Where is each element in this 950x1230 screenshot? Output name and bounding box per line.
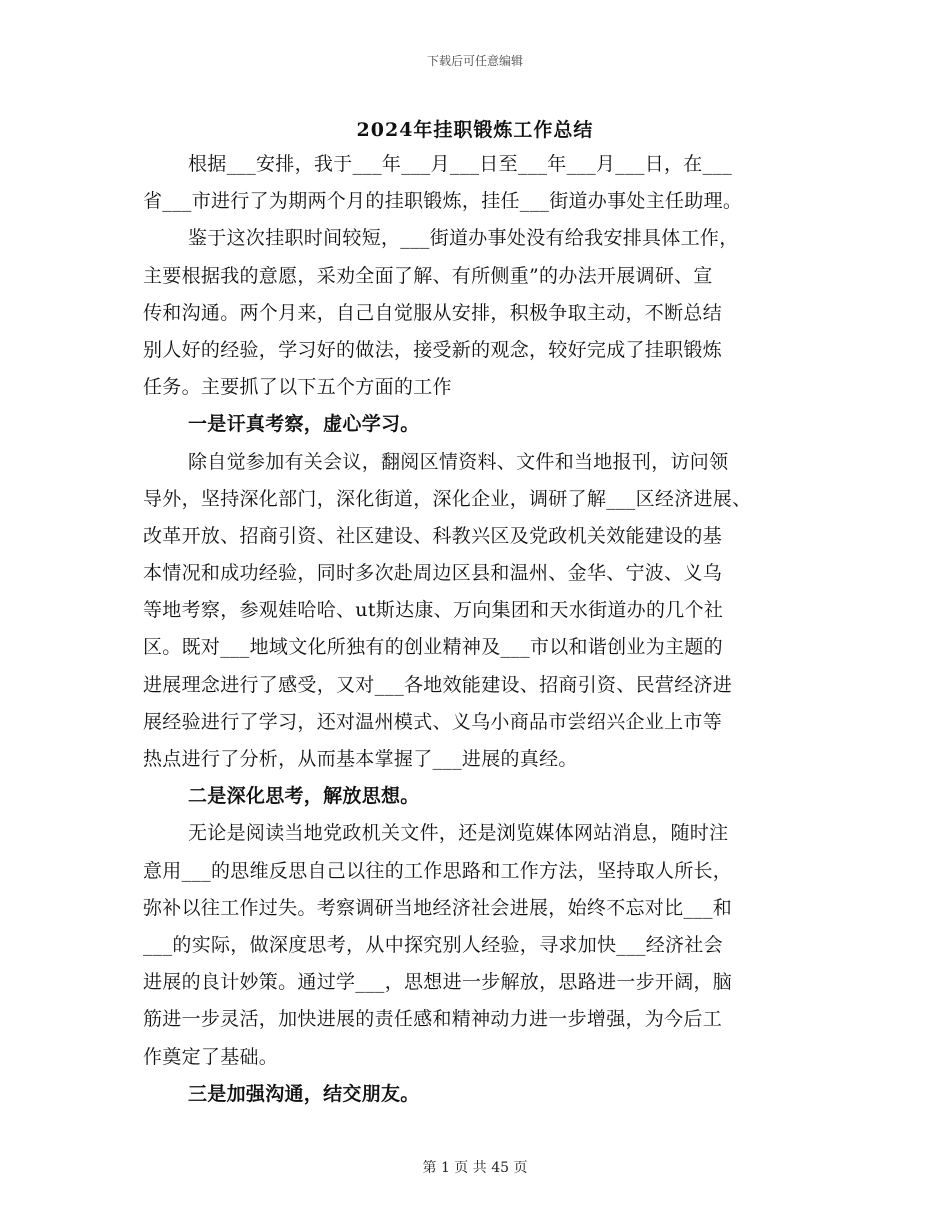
text-line: 本情况和成功经验，同时多次赴周边区县和温州、金华、宁波、义乌 <box>143 562 723 585</box>
document-body <box>143 146 815 1113</box>
text-line: 改革开放、招商引资、社区建设、科教兴区及党政机关效能建设的基 <box>143 524 723 547</box>
text-line: 作奠定了基础。 <box>143 1045 279 1068</box>
text-line: 省___市进行了为期两个月的挂职锻炼，挂任___街道办事处主任助理。 <box>143 190 743 213</box>
text-line: 区。既对___地域文化所独有的创业精神及___市以和谐创业为主题的 <box>143 636 723 659</box>
text-line: 进展的良计妙策。通过学___，思想进一步解放，思路进一步开阔，脑 <box>143 971 733 994</box>
text-line: 热点进行了分析，从而基本掌握了___进展的真经。 <box>143 748 578 770</box>
text-line: 筋进一步灵活，加快进展的责任感和精神动力进一步增强，为今后工 <box>143 1008 723 1031</box>
text-line: ___的实际，做深度思考，从中探究别人经验，寻求加快___经济社会 <box>143 933 723 956</box>
text-line: 主要根据我的意愿，采劝全面了解、有所侧重”的办法开展调研、宣 <box>143 264 713 287</box>
text-line: 弥补以往工作过失。考察调研当地经济社会进展，始终不忘对比___和 <box>143 896 733 919</box>
text-line: 意用___的思维反思自己以往的工作思路和工作方法，坚持取人所长， <box>143 859 733 882</box>
text-line: 除自觉参加有关会议，翻阅区情资料、文件和当地报刊，访问领 <box>188 450 729 473</box>
document-title: 2024年挂职锻炼工作总结 <box>356 119 594 141</box>
section-heading: 三是加强沟通，结交朋友。 <box>188 1082 420 1105</box>
text-line: 传和沟通。两个月来，自己自觉服从安排，积极争取主动，不断总结 <box>143 301 723 324</box>
text-line: 展经验进行了学习，还对温州模式、义乌小商品市尝绍兴企业上市等 <box>143 710 723 733</box>
text-line: 等地考察，参观娃哈哈、ut斯达康、万向集团和天水街道办的几个社 <box>143 599 724 622</box>
header-note: 下载后可任意编辑 <box>426 54 523 68</box>
text-line: 别人好的经验，学习好的做法，接受新的观念，较好完成了挂职锻炼 <box>143 338 723 361</box>
section-heading: 一是讦真考察，虚心学习。 <box>188 413 420 436</box>
text-line: 根据___安排，我于___年___月___日至___年___月___日，在___ <box>188 153 733 175</box>
text-line: 鉴于这次挂职时间较短，___街道办事处没有给我安排具体工作， <box>188 227 739 250</box>
text-line: 导外，坚持深化部门，深化街道，深化企业，调研了解___区经济进展、 <box>143 487 752 510</box>
text-line: 任务。主要抓了以下五个方面的工作 <box>143 376 452 399</box>
page-footer: 第 1 页 共 45 页 <box>422 1160 528 1176</box>
section-heading: 二是深化思考，解放思想。 <box>188 785 420 808</box>
text-line: 进展理念进行了感受，又对___各地效能建设、招商引资、民营经济进 <box>143 673 733 696</box>
text-line: 无论是阅读当地党政机关文件，还是浏览媒体网站消息，随时注 <box>188 822 729 845</box>
